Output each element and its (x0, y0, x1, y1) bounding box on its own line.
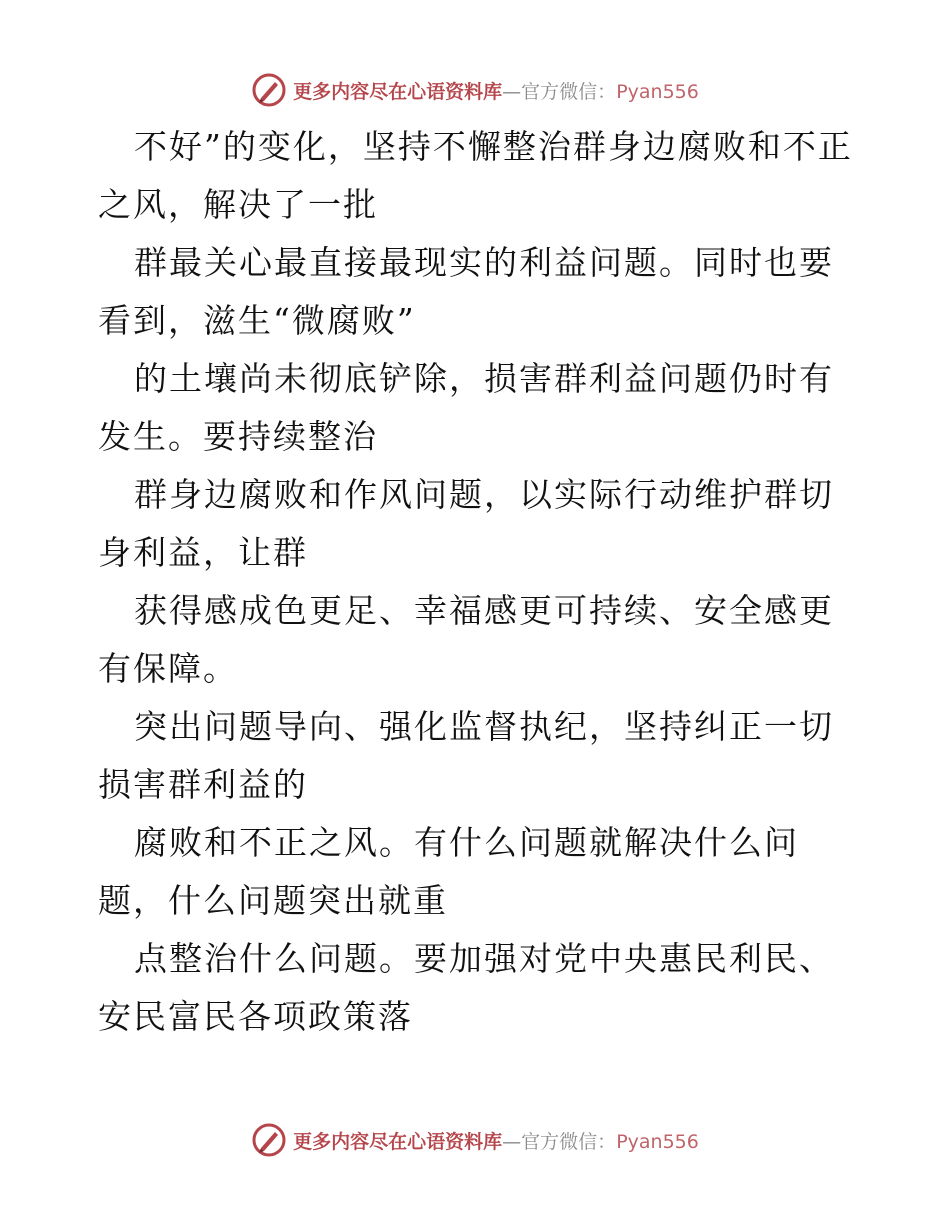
paragraph: 群最关心最直接最现实的利益问题。同时也要看到，滋生“微腐败” (98, 243, 834, 340)
header-contact-id: Pyan556 (616, 80, 699, 103)
paragraph: 突出问题导向、强化监督执纪，坚持纠正一切损害群利益的 (98, 707, 834, 804)
paragraph: 腐败和不正之风。有什么问题就解决什么问题，什么问题突出就重 (98, 823, 799, 920)
paragraph: 获得感成色更足、幸福感更可持续、安全感更有保障。 (98, 591, 834, 688)
footer-contact-label: 官方微信： (521, 1130, 617, 1153)
paragraph: 的土壤尚未彻底铲除，损害群利益问题仍时有发生。要持续整治 (98, 359, 834, 456)
footer-separator: — (502, 1130, 522, 1153)
header-contact-label: 官方微信： (521, 80, 617, 103)
paragraph: 不好”的变化，坚持不懈整治群身边腐败和不正之风，解决了一批 (98, 127, 853, 224)
pen-logo-icon (251, 1122, 287, 1158)
footer-contact-id: Pyan556 (616, 1130, 699, 1153)
pen-logo-icon (251, 72, 287, 108)
header-brand: 更多内容尽在心语资料库 (293, 80, 503, 103)
header-banner-text (293, 77, 699, 104)
footer-brand: 更多内容尽在心语资料库 (293, 1130, 503, 1153)
paragraph: 点整治什么问题。要加强对党中央惠民利民、安民富民各项政策落 (98, 939, 834, 1036)
header-banner (0, 70, 950, 110)
document-body (98, 118, 858, 1046)
paragraph: 群身边腐败和作风问题，以实际行动维护群切身利益，让群 (98, 475, 834, 572)
footer-banner-text (293, 1127, 699, 1154)
header-separator: — (502, 80, 522, 103)
footer-banner (0, 1120, 950, 1160)
